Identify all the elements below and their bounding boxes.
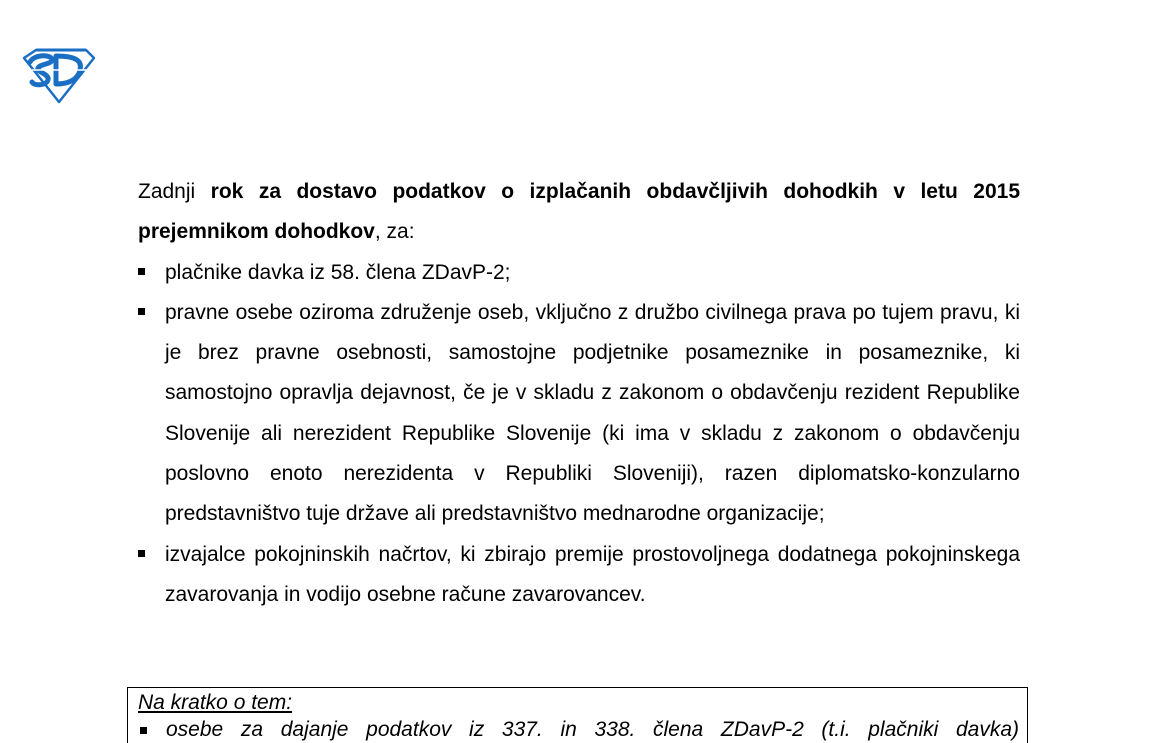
intro-bold-text: rok za dostavo podatkov o izplačanih obdavčljivih dohodkih v letu 2015 prejemnikom dohodkov — [138, 180, 1020, 244]
summary-title: Na kratko o tem: — [138, 691, 293, 714]
square-bullet-icon — [140, 727, 147, 734]
main-content — [138, 172, 1020, 615]
summary-box — [127, 687, 1028, 743]
summary-item-text: osebe za dajanje podatkov iz 337. in 338. člena ZDavP-2 (t.i. plačniki davka) — [166, 718, 1019, 741]
intro-text-start: Zadnji — [138, 180, 211, 203]
list-item-text: plačnike davka iz 58. člena ZDavP-2; — [165, 260, 511, 284]
sd-logo — [22, 48, 96, 104]
list-item — [138, 253, 1020, 293]
recipient-list — [138, 253, 1020, 616]
square-bullet-icon — [138, 268, 145, 275]
list-item-text: pravne osebe oziroma združenje oseb, vključno z družbo civilnega prava po tujem pravu, ki je brez pravne osebnosti, samostojne podjetnike posameznike in posameznike, ki samostojno opravlja dejavnost, če je v skladu z zakonom o obdavčenju rezident Republike Slovenije ali nerezident Republike Slovenije (ki ima v skladu z zakonom o obdavčenju poslovno enoto nerezidenta v Republiki Sloveniji), razen diplomatsko-konzularno predstavništvo tuje države ali predstavništvo mednarodne organizacije; — [165, 300, 1020, 526]
square-bullet-icon — [138, 550, 145, 557]
intro-paragraph — [138, 172, 1020, 253]
list-item-text: izvajalce pokojninskih načrtov, ki zbirajo premije prostovoljnega dodatnega pokojninskega zavarovanja in vodijo osebne račune zavarovancev. — [165, 542, 1020, 606]
intro-text-end: , za: — [374, 220, 415, 244]
list-item — [138, 535, 1020, 616]
list-item — [138, 293, 1020, 535]
square-bullet-icon — [138, 308, 145, 315]
